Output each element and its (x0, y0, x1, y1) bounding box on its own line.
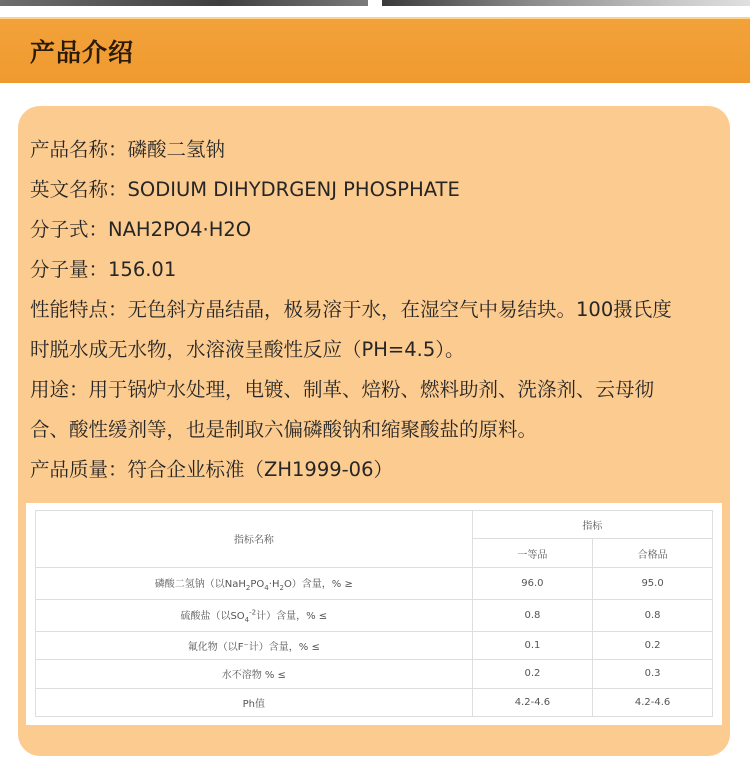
row-first-value: 0.1 (472, 631, 593, 659)
molecular-formula: 分子式：NAH2PO4·H2O (30, 218, 252, 241)
table-header-row (36, 511, 713, 539)
table-row (36, 688, 713, 716)
product-quality: 产品质量：符合企业标准（ZH1999-06） (30, 458, 393, 481)
spec-table (35, 510, 713, 717)
header-indicator-name: 指标名称 (36, 511, 473, 568)
header-qualified-grade: 合格品 (593, 539, 713, 567)
row-qualified-value: 4.2-4.6 (593, 688, 713, 716)
usage-line-2: 合、酸性缓剂等，也是制取六偏磷酸钠和缩聚酸盐的原料。 (30, 418, 538, 441)
row-first-value: 96.0 (472, 567, 593, 599)
row-first-value: 4.2-4.6 (472, 688, 593, 716)
properties-line-2: 时脱水成无水物，水溶液呈酸性反应（PH=4.5）。 (30, 338, 465, 361)
product-info-text (30, 130, 724, 490)
row-first-value: 0.8 (472, 599, 593, 631)
properties-line-1: 性能特点：无色斜方晶结晶，极易溶于水，在湿空气中易结块。100摄氏度 (30, 298, 672, 321)
table-row (36, 660, 713, 688)
header-indicator: 指标 (472, 511, 712, 539)
table-row (36, 599, 713, 631)
product-english-name: 英文名称：SODIUM DIHYDRGENJ PHOSPHATE (30, 178, 460, 201)
row-qualified-value: 0.3 (593, 660, 713, 688)
spec-table-container (26, 503, 722, 725)
product-photo-right (382, 0, 750, 6)
row-qualified-value: 0.8 (593, 599, 713, 631)
row-qualified-value: 95.0 (593, 567, 713, 599)
row-first-value: 0.2 (472, 660, 593, 688)
product-name: 产品名称：磷酸二氢钠 (30, 138, 226, 161)
table-row (36, 631, 713, 659)
row-name: Ph值 (36, 688, 473, 716)
top-photo-strip (0, 0, 750, 14)
section-header (0, 17, 750, 83)
product-photo-left (0, 0, 368, 6)
molecular-weight: 分子量：156.01 (30, 258, 177, 281)
row-name: 水不溶物 % ≤ (36, 660, 473, 688)
product-info-card (18, 106, 730, 756)
usage-line-1: 用途：用于锅炉水处理，电镀、制革、焙粉、燃料助剂、洗涤剂、云母彻 (30, 378, 655, 401)
section-title: 产品介绍 (30, 38, 135, 67)
row-qualified-value: 0.2 (593, 631, 713, 659)
row-name: 氟化物（以F⁻计）含量，% ≤ (36, 631, 473, 659)
table-row (36, 567, 713, 599)
header-first-grade: 一等品 (472, 539, 593, 567)
row-name: 磷酸二氢钠（以$NaH_2PO_4\cdot H_2O$）含量，% ≥ (36, 567, 473, 599)
row-name: 硫酸盐（以$SO_4^{-2}$计）含量，% ≤ (36, 599, 473, 631)
